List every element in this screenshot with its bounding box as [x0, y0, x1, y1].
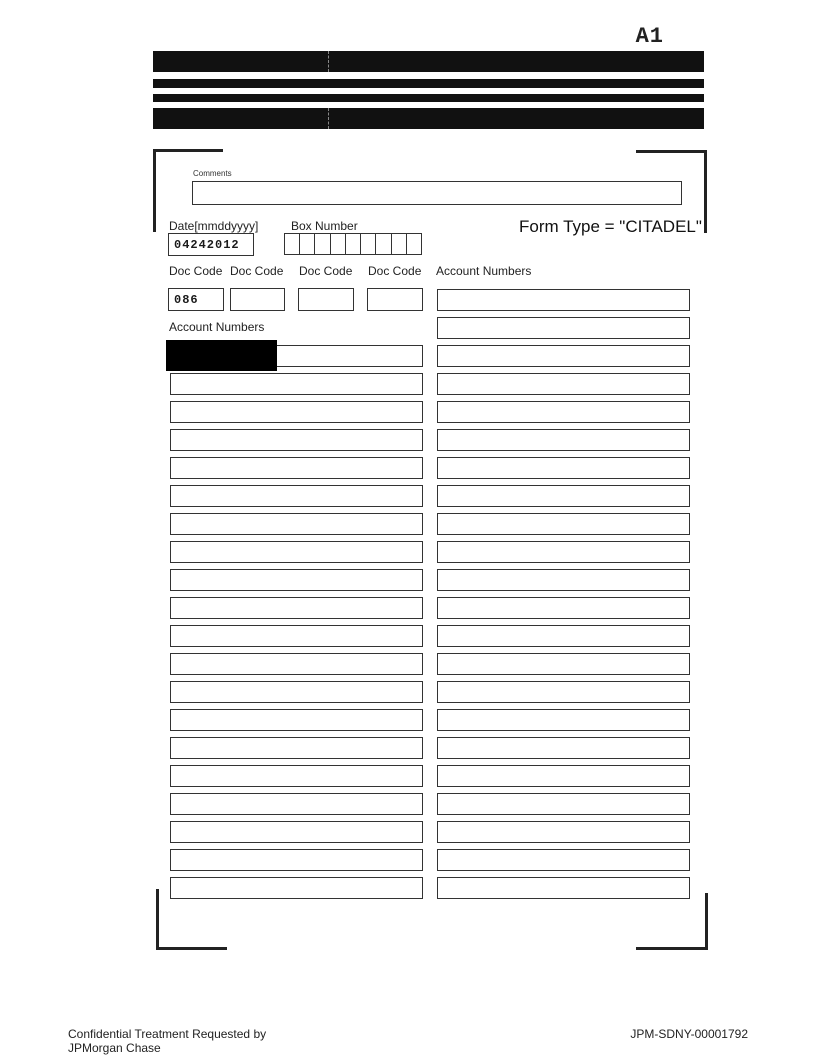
doc-code-field-4[interactable] — [367, 288, 423, 311]
doc-code-label-3: Doc Code — [299, 264, 353, 278]
date-label: Date[mmddyyyy] — [169, 219, 259, 233]
header-bar-1 — [153, 51, 704, 72]
account-number-field[interactable] — [437, 569, 690, 591]
account-number-field[interactable] — [170, 485, 423, 507]
account-number-field[interactable] — [170, 373, 423, 395]
doc-code-field-3[interactable] — [298, 288, 354, 311]
account-number-field[interactable] — [437, 401, 690, 423]
doc-code-label-1: Doc Code — [169, 264, 223, 278]
account-number-field[interactable] — [437, 877, 690, 899]
date-field[interactable]: 04242012 — [168, 233, 254, 256]
account-number-field[interactable] — [437, 793, 690, 815]
account-number-field[interactable] — [170, 597, 423, 619]
doc-code-field-2[interactable] — [230, 288, 285, 311]
confidential-notice — [68, 1027, 266, 1055]
account-number-field[interactable] — [170, 653, 423, 675]
confidential-line-2: JPMorgan Chase — [68, 1041, 161, 1055]
account-number-field[interactable] — [170, 877, 423, 899]
account-number-field[interactable] — [170, 401, 423, 423]
form-tag: A1 — [635, 24, 664, 49]
doc-code-label-4: Doc Code — [368, 264, 422, 278]
account-number-field[interactable] — [437, 765, 690, 787]
account-number-field[interactable] — [437, 737, 690, 759]
account-number-field[interactable] — [170, 541, 423, 563]
account-number-field[interactable] — [437, 429, 690, 451]
account-number-field[interactable] — [170, 765, 423, 787]
account-number-field[interactable] — [170, 709, 423, 731]
account-number-field[interactable] — [170, 569, 423, 591]
comments-field[interactable] — [192, 181, 682, 205]
header-bar-3 — [153, 94, 704, 102]
account-number-field[interactable] — [437, 485, 690, 507]
doc-code-field-1[interactable]: 086 — [168, 288, 224, 311]
account-number-field[interactable] — [170, 737, 423, 759]
account-number-field[interactable] — [170, 625, 423, 647]
account-number-field[interactable] — [170, 793, 423, 815]
confidential-line-1: Confidential Treatment Requested by — [68, 1027, 267, 1041]
account-number-field[interactable] — [437, 513, 690, 535]
account-numbers-right-column — [437, 289, 690, 899]
account-number-field[interactable] — [170, 681, 423, 703]
account-number-field[interactable] — [437, 653, 690, 675]
account-number-field[interactable] — [170, 513, 423, 535]
account-number-field[interactable] — [437, 317, 690, 339]
account-number-field[interactable] — [437, 821, 690, 843]
account-number-field[interactable] — [437, 597, 690, 619]
account-number-field[interactable] — [437, 625, 690, 647]
form-type-title: Form Type = "CITADEL" — [519, 217, 702, 236]
account-number-field[interactable] — [437, 681, 690, 703]
crop-mark-bottom-right — [636, 893, 708, 950]
account-numbers-label-right: Account Numbers — [436, 264, 532, 278]
account-number-field[interactable] — [437, 373, 690, 395]
account-number-field[interactable] — [170, 821, 423, 843]
bates-number: JPM-SDNY-00001792 — [630, 1027, 748, 1041]
account-number-field[interactable] — [170, 849, 423, 871]
account-number-field[interactable] — [437, 289, 690, 311]
doc-code-label-2: Doc Code — [230, 264, 284, 278]
account-number-field[interactable] — [437, 849, 690, 871]
account-number-field[interactable] — [437, 345, 690, 367]
header-bar-2 — [153, 79, 704, 88]
account-numbers-left-column — [170, 345, 423, 899]
box-number-label: Box Number — [291, 219, 358, 233]
account-number-field[interactable] — [437, 709, 690, 731]
account-numbers-label-left: Account Numbers — [169, 320, 265, 334]
box-number-field[interactable] — [284, 233, 422, 255]
comments-label: Comments — [193, 169, 232, 178]
account-number-field[interactable] — [437, 541, 690, 563]
header-bar-4 — [153, 108, 704, 129]
redaction-block — [166, 340, 277, 371]
account-number-field[interactable] — [170, 429, 423, 451]
account-number-field[interactable] — [170, 457, 423, 479]
account-number-field[interactable] — [437, 457, 690, 479]
